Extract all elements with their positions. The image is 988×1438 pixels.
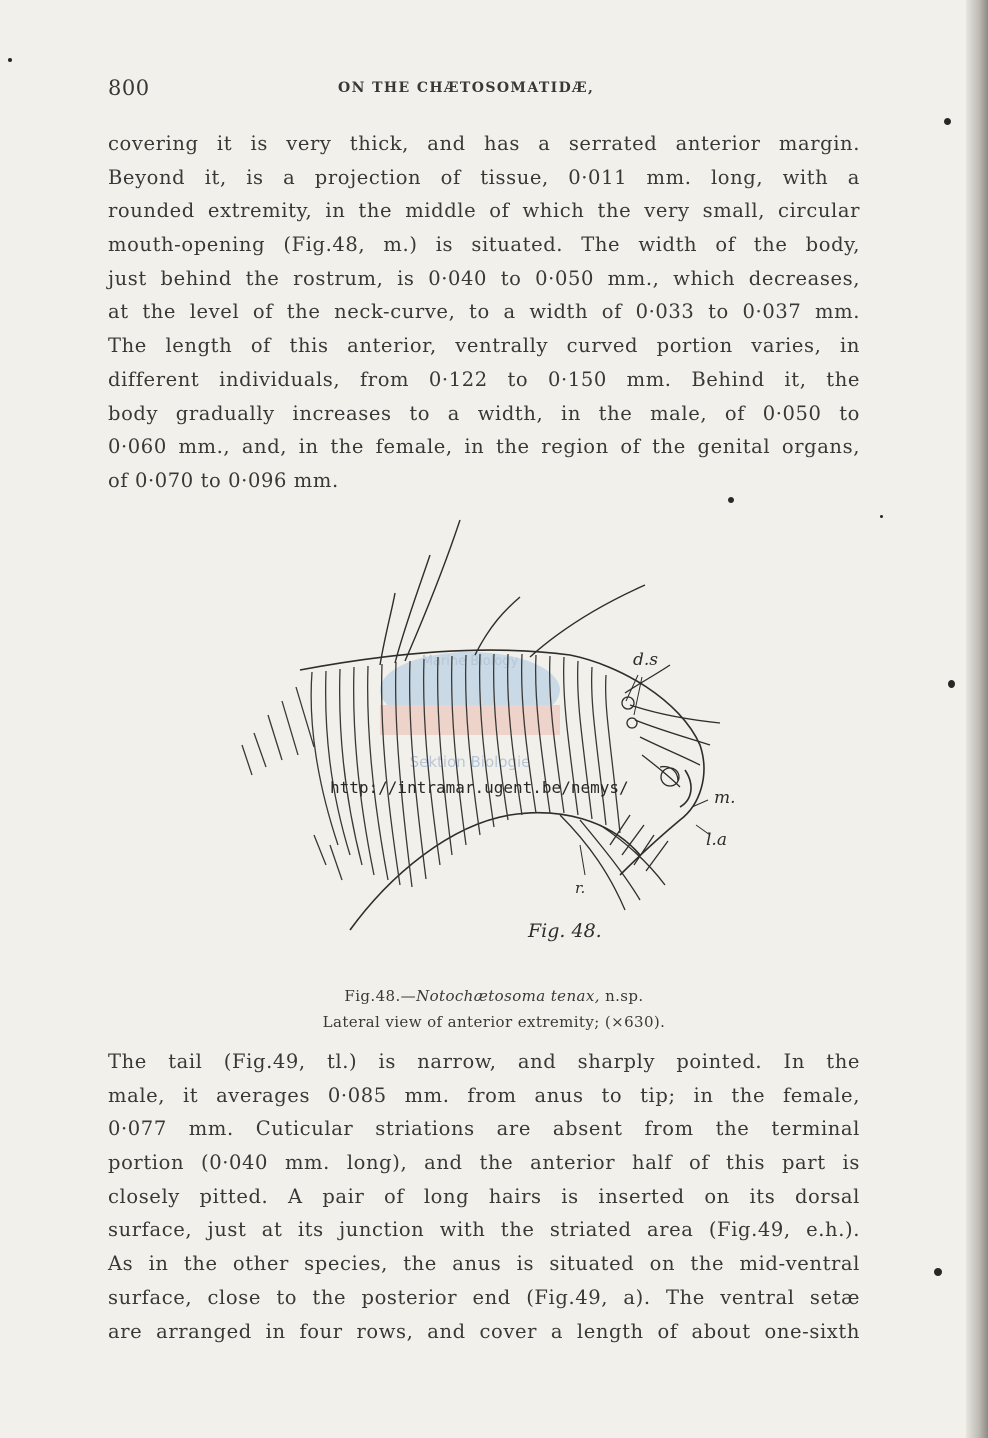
text-line: covering it is very thick, and has a serrated anterior margin. [108, 132, 860, 155]
page-edge [966, 0, 988, 1438]
figure-caption-title [0, 987, 988, 1005]
paragraph-2 [108, 1045, 860, 1348]
scan-speck [728, 497, 734, 503]
cut-edge-strokes [242, 687, 342, 880]
text-line: As in the other species, the anus is situated on the mid-ventral [108, 1252, 860, 1276]
text-line: surface, just at its junction with the striated area (Fig.49, e.h.). [108, 1218, 860, 1242]
text-line: Beyond it, is a projection of tissue, 0·011 mm. long, with a [108, 165, 860, 189]
text-line: are arranged in four rows, and cover a length of about one-sixth [108, 1319, 860, 1343]
nematode-illustration [230, 515, 770, 945]
text-line: The tail (Fig.49, tl.) is narrow, and sharply pointed. In the [108, 1050, 860, 1073]
text-line: just behind the rostrum, is 0·040 to 0·050 mm., which decreases, [108, 266, 860, 290]
scan-speck [944, 118, 951, 125]
scan-speck [948, 680, 955, 688]
label-rostrum: r. [575, 879, 586, 897]
text-line: The length of this anterior, ventrally curved portion varies, in [108, 334, 860, 358]
caption-species: Notochætosoma tenax, [416, 987, 600, 1005]
paragraph-1 [108, 127, 860, 498]
text-line: closely pitted. A pair of long hairs is inserted on its dorsal [108, 1184, 860, 1208]
text-line: portion (0·040 mm. long), and the anterior half of this part is [108, 1151, 860, 1175]
text-line: surface, close to the posterior end (Fig.49, a). The ventral setæ [108, 1285, 860, 1309]
figure-label: Fig. 48. [528, 920, 602, 942]
long-setae [380, 520, 645, 665]
watermark-url: http://intramar.ugent.be/nemys/ [330, 778, 629, 797]
scan-speck [880, 515, 883, 518]
text-line: 0·077 mm. Cuticular striations are absent from the terminal [108, 1117, 860, 1141]
scan-speck [934, 1268, 942, 1276]
caption-prefix: Fig.48.— [344, 987, 417, 1005]
scan-speck [8, 58, 12, 62]
text-line: male, it averages 0·085 mm. from anus to tip; in the female, [108, 1083, 860, 1107]
text-line: mouth-opening (Fig.48, m.) is situated. The width of the body, [108, 233, 860, 257]
text-line: at the level of the neck-curve, to a width of 0·033 to 0·037 mm. [108, 300, 860, 324]
watermark-line2: Sektion Biologie [409, 753, 531, 771]
caption-suffix: n.sp. [599, 987, 644, 1005]
page-header [0, 76, 988, 102]
text-line: different individuals, from 0·122 to 0·150 mm. Behind it, the [108, 367, 860, 391]
page-number: 800 [108, 76, 150, 100]
text-line: body gradually increases to a width, in the male, of 0·050 to [108, 401, 860, 425]
figure-caption-description: Lateral view of anterior extremity; (×630). [322, 1013, 666, 1031]
text-line: 0·060 mm., and, in the female, in the region of the genital organs, [108, 435, 860, 459]
label-dorsal-setae: d.s [633, 650, 659, 670]
text-line: rounded extremity, in the middle of which the very small, circular [108, 199, 860, 223]
text-line: of 0·070 to 0·096 mm. [108, 468, 339, 492]
head-setae [622, 665, 720, 787]
figure-48 [230, 515, 770, 945]
label-lip: l.a [706, 830, 727, 850]
running-title: ON THE CHÆTOSOMATIDÆ, [338, 80, 595, 96]
label-mouth: m. [714, 788, 736, 808]
watermark-line1: Marine Biology [421, 654, 519, 669]
